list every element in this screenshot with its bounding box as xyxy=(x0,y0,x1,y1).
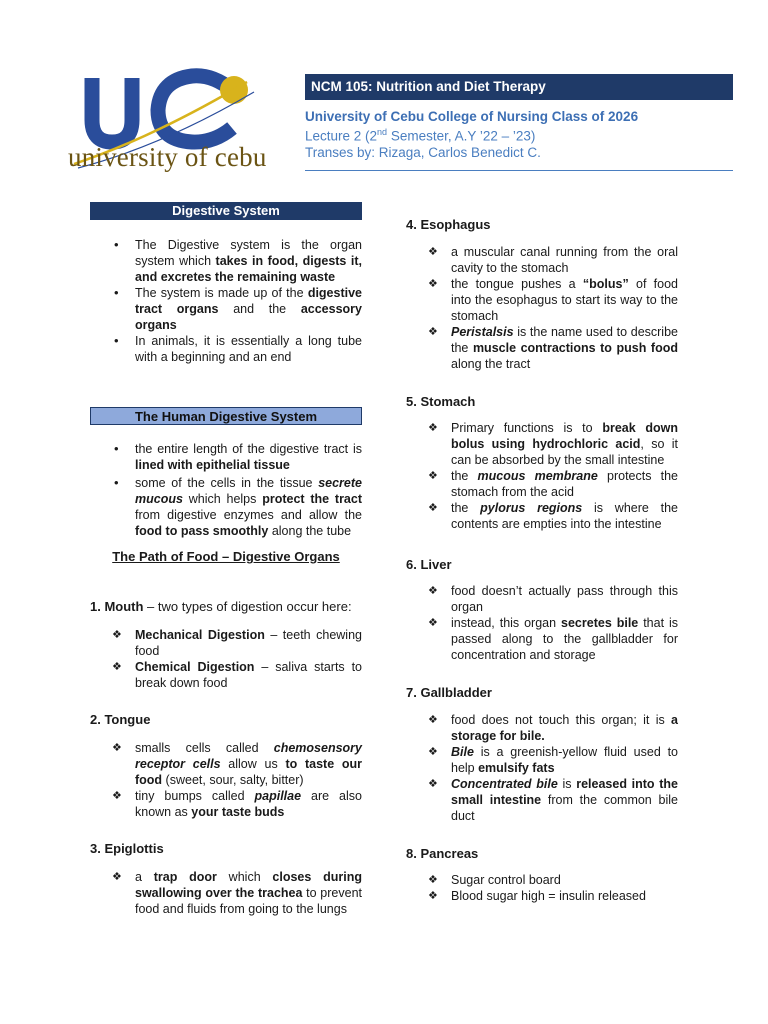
list-item: ❖ the mucous membrane protects the stomach from the acid xyxy=(406,468,678,500)
heading-epiglottis: 3. Epiglottis xyxy=(90,841,164,856)
list-item: ❖ food doesn’t actually pass through this organ xyxy=(406,583,678,615)
list-item: ❖ Bile is a greenish-yellow fluid used to help emulsify fats xyxy=(406,744,678,776)
list-item: • The system is made up of the digestive tract organs and the accessory organs xyxy=(90,285,362,333)
school-name: University of Cebu College of Nursing Class of 2026 xyxy=(305,109,639,124)
list-item: ❖ tiny bumps called papillae are also known as your taste buds xyxy=(90,788,362,820)
heading-pancreas: 8. Pancreas xyxy=(406,846,479,861)
list-item: ❖ Primary functions is to break down bolus using hydrochloric acid, so it can be absorbed by the small intestine xyxy=(406,420,678,468)
human-digestive-list xyxy=(90,441,362,539)
heading-tongue: 2. Tongue xyxy=(90,712,151,727)
heading-liver: 6. Liver xyxy=(406,557,452,572)
list-item: ❖ a muscular canal running from the oral cavity to the stomach xyxy=(406,244,678,276)
list-item: ❖ instead, this organ secretes bile that is passed along to the gallbladder for concentration and storage xyxy=(406,615,678,663)
list-item: • The Digestive system is the organ system which takes in food, digests it, and excretes the remaining waste xyxy=(90,237,362,285)
list-item: ❖ Peristalsis is the name used to describe the muscle contractions to push food along the tract xyxy=(406,324,678,372)
list-item: • the entire length of the digestive tract is lined with epithelial tissue xyxy=(90,441,362,473)
heading-stomach: 5. Stomach xyxy=(406,394,476,409)
transes-author: Transes by: Rizaga, Carlos Benedict C. xyxy=(305,145,541,160)
gallbladder-list xyxy=(406,712,678,824)
digestive-system-list xyxy=(90,237,362,365)
list-item: • In animals, it is essentially a long tube with a beginning and an end xyxy=(90,333,362,365)
heading-gallbladder: 7. Gallbladder xyxy=(406,685,492,700)
stomach-list xyxy=(406,420,678,532)
list-item: ❖ food does not touch this organ; it is a storage for bile. xyxy=(406,712,678,744)
list-item: ❖ smalls cells called chemosensory receptor cells allow us to taste our food (sweet, sour, salty, bitter) xyxy=(90,740,362,788)
list-item: ❖ Mechanical Digestion – teeth chewing food xyxy=(90,627,362,659)
heading-esophagus: 4. Esophagus xyxy=(406,217,491,232)
path-of-food-title: The Path of Food – Digestive Organs xyxy=(112,549,340,564)
heading-mouth: 1. Mouth – two types of digestion occur here: xyxy=(90,599,352,614)
pancreas-list xyxy=(406,872,678,904)
esophagus-list xyxy=(406,244,678,372)
section-title-digestive-system: Digestive System xyxy=(90,202,362,220)
logo-letter-u xyxy=(92,78,132,142)
course-title-bar: NCM 105: Nutrition and Diet Therapy xyxy=(305,74,733,100)
tongue-list xyxy=(90,740,362,820)
list-item: ❖ Chemical Digestion – saliva starts to break down food xyxy=(90,659,362,691)
list-item: ❖ a trap door which closes during swallowing over the trachea to prevent food and fluids from going to the lungs xyxy=(90,869,362,917)
header-divider xyxy=(305,170,733,171)
list-item: ❖ the pylorus regions is where the contents are empties into the intestine xyxy=(406,500,678,532)
mouth-list xyxy=(90,627,362,691)
list-item: ❖ Blood sugar high = insulin released xyxy=(406,888,678,904)
list-item: ❖ Concentrated bile is released into the small intestine from the common bile duct xyxy=(406,776,678,824)
list-item: ❖ the tongue pushes a “bolus” of food into the esophagus to start its way to the stomach xyxy=(406,276,678,324)
list-item: • some of the cells in the tissue secrete mucous which helps protect the tract from digestive enzymes and allow the food to pass smoothly along the tube xyxy=(90,475,362,539)
lecture-info: Lecture 2 (2nd Semester, A.Y ’22 – ’23) xyxy=(305,127,536,144)
logo-wordmark: university of cebu xyxy=(68,142,267,172)
section-title-human-digestive-system: The Human Digestive System xyxy=(90,407,362,425)
epiglottis-list xyxy=(90,869,362,917)
liver-list xyxy=(406,583,678,663)
list-item: ❖ Sugar control board xyxy=(406,872,678,888)
